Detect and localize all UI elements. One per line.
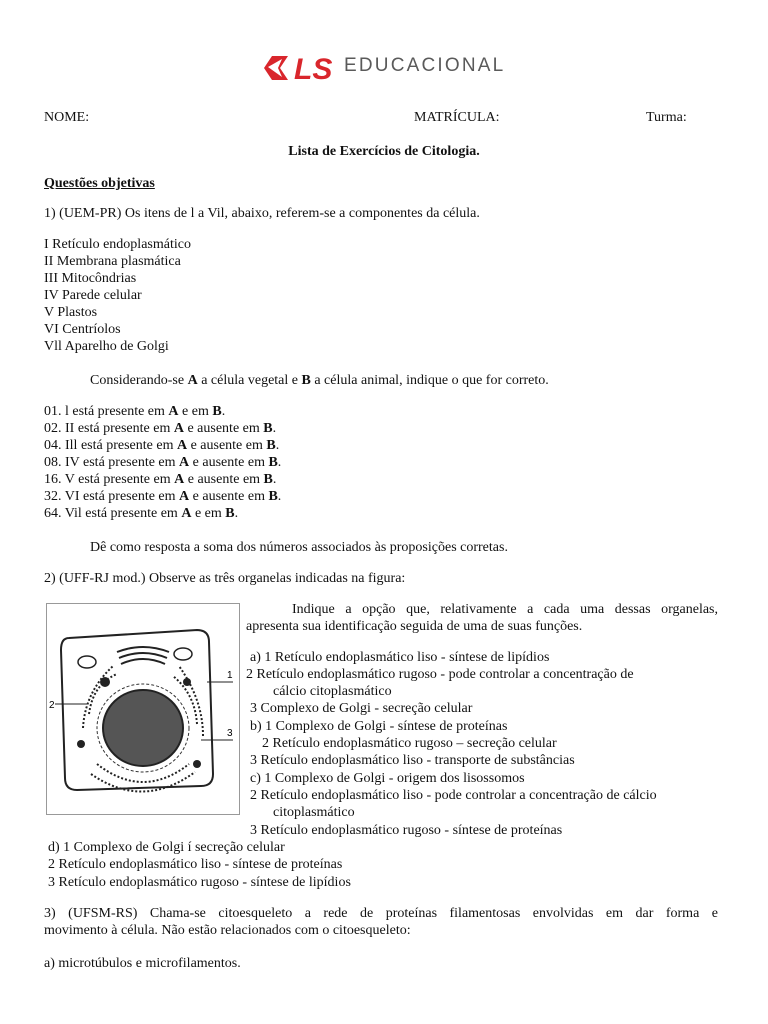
option-d-line: 2 Retículo endoplasmático liso - síntese de proteínas: [48, 857, 343, 872]
list-item: VI Centríolos: [44, 322, 121, 337]
option-c-line: 3 Retículo endoplasmático rugoso - síntese de proteínas: [250, 823, 563, 838]
question-3-prompt-line-2: movimento à célula. Não estão relacionados com o citoesqueleto:: [44, 923, 411, 938]
question-1-prompt: 1) (UEM-PR) Os itens de l a Vil, abaixo, referem-se a componentes da célula.: [44, 206, 480, 221]
class-field-label: Turma:: [646, 110, 687, 125]
question-2-instruction-line-2: apresenta sua identificação seguida de uma de suas funções.: [246, 619, 583, 634]
option-a-line: 3 Complexo de Golgi - secreção celular: [250, 701, 473, 716]
option-b-line: 2 Retículo endoplasmático rugoso – secreção celular: [262, 736, 557, 751]
enrollment-field-label: MATRÍCULA:: [414, 110, 500, 125]
figure-label-3: 3: [227, 728, 233, 739]
list-item: I Retículo endoplasmático: [44, 237, 191, 252]
question-3-option-a: a) microtúbulos e microfilamentos.: [44, 956, 241, 971]
figure-label-1: 1: [227, 670, 233, 681]
brand-logo: [258, 50, 518, 86]
option-b-line: 3 Retículo endoplasmático liso - transporte de substâncias: [250, 753, 575, 768]
option-32: 32. VI está presente em A e ausente em B.: [44, 489, 282, 504]
name-field-label: NOME:: [44, 110, 90, 125]
question-2-prompt: 2) (UFF-RJ mod.) Observe as três organelas indicadas na figura:: [44, 571, 406, 586]
list-item: IV Parede celular: [44, 288, 142, 303]
document-title: Lista de Exercícios de Citologia.: [288, 144, 480, 159]
option-d-line: 3 Retículo endoplasmático rugoso - síntese de lipídios: [48, 875, 351, 890]
option-a-line: 2 Retículo endoplasmático rugoso - pode controlar a concentração de: [246, 667, 634, 682]
figure-label-2: 2: [49, 700, 55, 711]
list-item: III Mitocôndrias: [44, 271, 137, 286]
option-02: 02. II está presente em A e ausente em B.: [44, 421, 277, 436]
option-01: 01. l está presente em A e em B.: [44, 404, 226, 419]
question-3-prompt-line-1: 3) (UFSM-RS) Chama-se citoesqueleto a rede de proteínas filamentosas envolvidas em dar forma e: [44, 906, 718, 921]
section-heading: Questões objetivas: [44, 176, 155, 191]
question-1-items: [44, 236, 191, 355]
option-04: 04. Ill está presente em A e ausente em B.: [44, 438, 280, 453]
option-64: 64. Vil está presente em A e em B.: [44, 506, 239, 521]
question-2-instruction-line-1: Indique a opção que, relativamente a cada uma dessas organelas,: [292, 602, 718, 617]
option-08: 08. IV está presente em A e ausente em B.: [44, 455, 282, 470]
cell-diagram: [46, 603, 240, 815]
animal-cell-icon: [47, 604, 239, 814]
logo-wordmark: EDUCACIONAL: [344, 55, 506, 76]
option-16: 16. V está presente em A e ausente em B.: [44, 472, 277, 487]
question-1-answer-note: Dê como resposta a soma dos números associados às proposições corretas.: [90, 540, 508, 555]
option-a-line: cálcio citoplasmático: [273, 684, 392, 699]
question-1-context: Considerando-se A a célula vegetal e B a célula animal, indique o que for correto.: [90, 373, 549, 388]
option-c-line: c) 1 Complexo de Golgi - origem dos lisossomos: [250, 771, 525, 786]
option-b-line: b) 1 Complexo de Golgi - síntese de proteínas: [250, 719, 508, 734]
question-1-options: [44, 403, 281, 522]
option-c-line: 2 Retículo endoplasmático liso - pode controlar a concentração de cálcio: [250, 788, 657, 803]
logo-mark-text: LS: [294, 53, 333, 86]
list-item: Vll Aparelho de Golgi: [44, 339, 169, 354]
list-item: V Plastos: [44, 305, 98, 320]
list-item: II Membrana plasmática: [44, 254, 181, 269]
logo-mark-icon: [258, 50, 344, 86]
option-a-line: a) 1 Retículo endoplasmático liso - síntese de lipídios: [250, 650, 550, 665]
option-d-line: d) 1 Complexo de Golgi í secreção celular: [48, 840, 285, 855]
option-c-line: citoplasmático: [273, 805, 355, 820]
